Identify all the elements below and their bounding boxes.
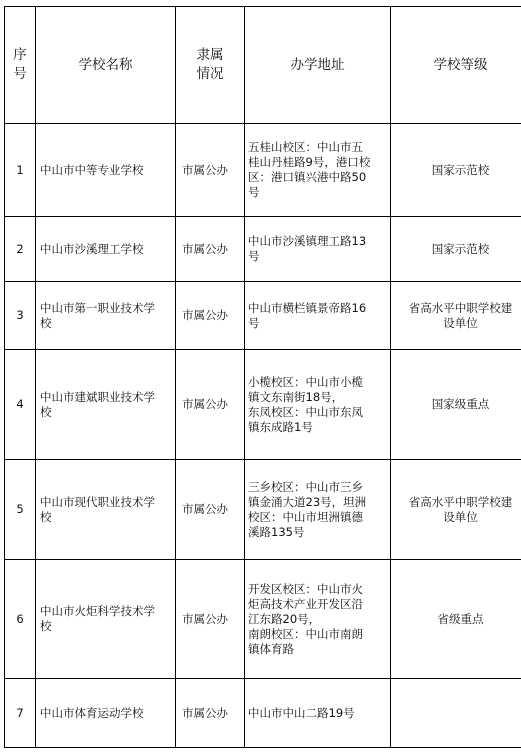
school-name-cell: [36, 282, 176, 350]
address-cell-text: 校区：中山市坦洲镇德: [248, 509, 363, 524]
affiliation-cell: [176, 282, 245, 350]
address-cell: [245, 679, 391, 748]
school-name-cell: [36, 350, 176, 460]
level-cell: [391, 124, 521, 217]
row-number: [5, 460, 36, 560]
header-level: 学校等级: [391, 7, 521, 124]
affiliation-cell-text: 市属公办: [182, 241, 228, 256]
address-cell-text: 区：港口镇兴港中路50: [248, 170, 367, 184]
level-cell-text: 省高水平中职学校建: [408, 494, 513, 509]
level-cell: [391, 679, 521, 748]
table-row: [5, 460, 521, 560]
address-cell-text: 镇文东南街18号，: [248, 389, 344, 404]
address-cell-text: 东凤校区：中山市东凤: [248, 404, 363, 419]
row-number-text: 2: [16, 241, 24, 256]
address-cell-text: 三乡校区：中山市三乡: [248, 479, 363, 494]
row-number: [5, 679, 36, 748]
table-row: [5, 350, 521, 460]
table-row: [5, 560, 521, 679]
address-cell-text: 溪路135号: [248, 524, 305, 539]
address-cell-text: 中山市中山二路19号: [248, 705, 355, 720]
address-cell-text: 小榄校区：中山市小榄: [248, 374, 363, 389]
school-name-cell-text: 中山市沙溪理工学校: [40, 241, 144, 256]
affiliation-cell: [176, 460, 245, 560]
level-cell-text: 省级重点: [437, 611, 484, 626]
address-cell-text: 中山市横栏镇景帝路16: [248, 300, 367, 315]
school-name-cell-text: 校: [40, 619, 52, 633]
row-number: [5, 560, 36, 679]
address-cell: [245, 217, 391, 282]
affiliation-cell: [176, 350, 245, 460]
school-name-cell: [36, 460, 176, 560]
school-table: [4, 6, 521, 748]
row-number-text: 3: [16, 308, 24, 322]
level-cell: [391, 350, 521, 460]
level-cell-text: 国家级重点: [431, 397, 490, 411]
school-name-cell-text: 中山市现代职业技术学: [40, 494, 155, 509]
row-number: [5, 282, 36, 350]
address-cell-text: 桂山丹桂路9号，港口校: [248, 155, 371, 169]
row-number-text: 6: [16, 611, 24, 626]
school-name-cell-text: 中山市体育运动学校: [40, 705, 144, 720]
header-address: 办学地址: [245, 7, 391, 124]
header-row: [5, 7, 521, 124]
table-row: [5, 282, 521, 350]
row-number-text: 4: [16, 397, 24, 411]
header-seq: 序 号: [5, 7, 36, 124]
address-cell-text: 南朗校区：中山市南朗: [248, 626, 363, 641]
school-name-cell-text: 校: [40, 404, 52, 419]
level-cell-text: 设单位: [443, 509, 478, 524]
address-cell-text: 号: [248, 315, 260, 330]
address-cell-text: 镇体育路: [248, 641, 294, 656]
address-cell: [245, 460, 391, 560]
school-name-cell-text: 中山市第一职业技术学: [40, 300, 155, 315]
affiliation-cell: [176, 560, 245, 679]
level-cell: [391, 217, 521, 282]
header-school-name: 学校名称: [36, 7, 176, 124]
school-name-cell-text: 校: [40, 315, 52, 330]
affiliation-cell: [176, 679, 245, 748]
affiliation-cell-text: 市属公办: [182, 705, 228, 720]
table-row: [5, 124, 521, 217]
level-cell-text: 省高水平中职学校建: [408, 300, 513, 315]
address-cell-text: 镇金涌大道23号，坦洲: [248, 494, 367, 509]
level-cell: [391, 282, 521, 350]
affiliation-cell-text: 市属公办: [182, 308, 228, 322]
row-number-text: 1: [16, 162, 24, 177]
address-cell-text: 五桂山校区：中山市五: [248, 140, 363, 154]
affiliation-cell-text: 市属公办: [182, 162, 228, 177]
affiliation-cell-text: 市属公办: [182, 611, 228, 626]
row-number: [5, 350, 36, 460]
row-number: [5, 217, 36, 282]
row-number-text: 7: [16, 705, 24, 720]
header-affiliation: 隶属 情况: [176, 7, 245, 124]
table-row: [5, 679, 521, 748]
address-cell-text: 中山市沙溪镇理工路13: [248, 234, 367, 248]
school-name-cell-text: 中山市中等专业学校: [40, 162, 144, 177]
address-cell: [245, 560, 391, 679]
address-cell-text: 开发区校区：中山市火: [248, 581, 363, 596]
school-name-cell: [36, 124, 176, 217]
address-cell-text: 江东路20号，: [248, 611, 321, 626]
row-number: [5, 124, 36, 217]
level-cell-text: 国家示范校: [431, 241, 490, 256]
level-cell-text: 国家示范校: [431, 162, 490, 177]
address-cell-text: 炬高技术产业开发区沿: [248, 596, 363, 611]
affiliation-cell-text: 市属公办: [182, 397, 228, 411]
level-cell: [391, 460, 521, 560]
address-cell-text: 镇东成路1号: [248, 419, 313, 434]
table-row: [5, 217, 521, 282]
school-name-cell: [36, 560, 176, 679]
level-cell: [391, 560, 521, 679]
affiliation-cell: [176, 217, 245, 282]
affiliation-cell-text: 市属公办: [182, 502, 228, 516]
school-name-cell: [36, 217, 176, 282]
row-number-text: 5: [16, 502, 24, 516]
school-name-cell-text: 校: [40, 509, 52, 524]
address-cell: [245, 282, 391, 350]
level-cell-text: 设单位: [443, 315, 478, 330]
address-cell: [245, 350, 391, 460]
school-name-cell-text: 中山市火炬科学技术学: [40, 604, 155, 618]
address-cell-text: 号: [248, 185, 260, 199]
affiliation-cell: [176, 124, 245, 217]
address-cell: [245, 124, 391, 217]
school-name-cell-text: 中山市建斌职业技术学: [40, 389, 155, 404]
school-name-cell: [36, 679, 176, 748]
address-cell-text: 号: [248, 249, 260, 263]
